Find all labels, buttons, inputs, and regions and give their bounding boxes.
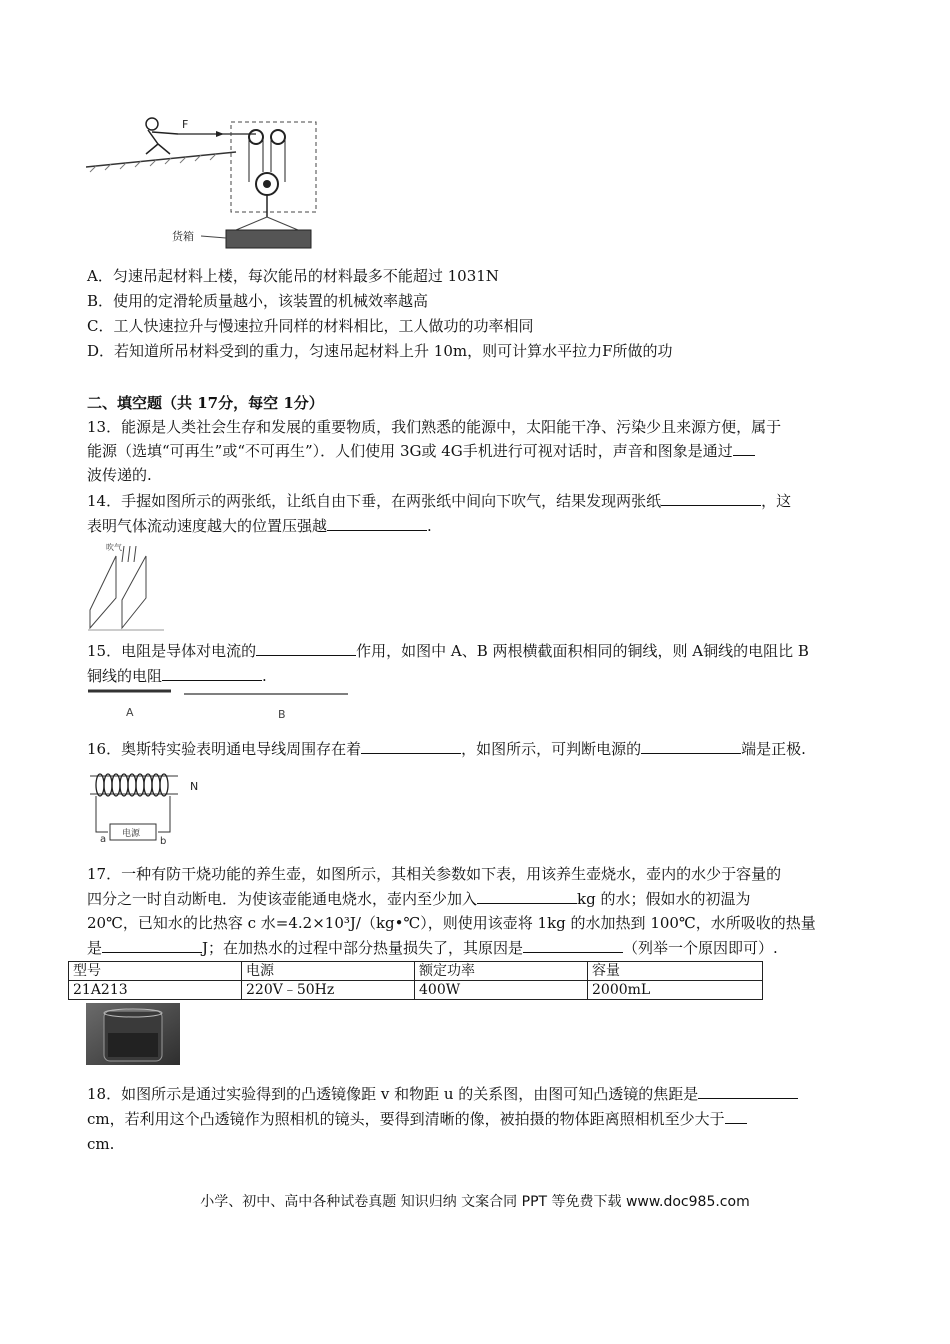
box-label: 货箱 bbox=[172, 230, 194, 243]
wire-a-label: A bbox=[126, 706, 134, 719]
q17-text-3: 是 bbox=[87, 939, 103, 957]
q18-blank-1[interactable] bbox=[698, 1084, 798, 1099]
table-row bbox=[69, 981, 763, 1000]
table-header: 型号 bbox=[69, 962, 242, 981]
q18-line3: cm. bbox=[87, 1135, 115, 1153]
wires-figure bbox=[86, 686, 351, 722]
q12-option-b: B．使用的定滑轮质量越小，该装置的机械效率越高 bbox=[87, 292, 429, 310]
wire-b-label: B bbox=[278, 708, 286, 721]
q13-line1: 13．能源是人类社会生存和发展的重要物质，我们熟悉的能源中，太阳能干净、污染少且来源方便，属于 bbox=[87, 418, 782, 436]
q16-blank-2[interactable] bbox=[641, 739, 741, 754]
force-label: F bbox=[182, 118, 189, 131]
q14-text-2: ，这 bbox=[761, 492, 792, 510]
q17-line1: 17．一种有防干烧功能的养生壶，如图所示，其相关参数如下表，用该养生壶烧水，壶内的水少于容量的 bbox=[87, 865, 782, 883]
q17-text-1: 四分之一时自动断电．为使该壶能通电烧水，壶内至少加入 bbox=[87, 890, 478, 908]
q17-line2 bbox=[87, 889, 750, 909]
q17-blank-2[interactable] bbox=[102, 938, 202, 953]
q14-text-4: . bbox=[427, 517, 432, 535]
q14-text-3: 表明气体流动速度越大的位置压强越 bbox=[87, 517, 328, 535]
table-header: 额定功率 bbox=[415, 962, 588, 981]
q14-line2 bbox=[87, 516, 432, 536]
table-cell: 400W bbox=[415, 981, 588, 1000]
north-label: N bbox=[190, 780, 199, 793]
q12-option-a: A．匀速吊起材料上楼，每次能吊的材料最多不能超过 1031N bbox=[87, 267, 499, 285]
q16-line1 bbox=[87, 739, 806, 759]
terminal-b-label: b bbox=[160, 836, 167, 846]
q15-text-2: 作用，如图中 A、B 两根横截面积相同的铜线，则 A铜线的电阻比 B bbox=[356, 642, 809, 660]
q17-blank-1[interactable] bbox=[477, 889, 577, 904]
q15-line1 bbox=[87, 641, 809, 661]
q17-line3: 20℃，已知水的比热容 c 水=4.2×10³J/（kg•℃），则使用该壶将 1kg 的水加热到 100℃，水所吸收的热量 bbox=[87, 914, 816, 932]
q14-line1 bbox=[87, 491, 791, 511]
q15-blank-1[interactable] bbox=[256, 641, 356, 656]
table-cell: 220V﹣50Hz bbox=[242, 981, 415, 1000]
q14-blank-2[interactable] bbox=[327, 516, 427, 531]
table-cell: 2000mL bbox=[588, 981, 763, 1000]
q17-text-2: kg 的水；假如水的初温为 bbox=[577, 890, 751, 908]
q17-text-5: （列举一个原因即可）. bbox=[623, 939, 778, 957]
q18-text-2: cm，若利用这个凸透镜作为照相机的镜头，要得到清晰的像，被拍摄的物体距离照相机至少大于 bbox=[87, 1110, 725, 1128]
q13-line3: 波传递的. bbox=[87, 466, 152, 484]
blow-label: 吹气 bbox=[106, 543, 122, 552]
kettle-photo bbox=[86, 1003, 180, 1065]
paper-figure bbox=[86, 540, 166, 632]
q15-text-1: 15．电阻是导体对电流的 bbox=[87, 642, 257, 660]
parameter-table bbox=[68, 961, 763, 1000]
q16-blank-1[interactable] bbox=[361, 739, 461, 754]
source-label: 电源 bbox=[122, 829, 141, 839]
q14-blank-1[interactable] bbox=[661, 491, 761, 506]
q18-line1 bbox=[87, 1084, 798, 1104]
q16-text-1: 16．奥斯特实验表明通电导线周围存在着 bbox=[87, 740, 362, 758]
q14-text-1: 14．手握如图所示的两张纸，让纸自由下垂，在两张纸中间向下吹气，结果发现两张纸 bbox=[87, 492, 662, 510]
q12-option-c: C．工人快速拉升与慢速拉升同样的材料相比，工人做功的功率相同 bbox=[87, 317, 534, 335]
table-header: 容量 bbox=[588, 962, 763, 981]
pulley-figure bbox=[86, 112, 406, 252]
table-cell: 21A213 bbox=[69, 981, 242, 1000]
q15-text-4: . bbox=[262, 667, 267, 685]
q17-line4 bbox=[87, 938, 778, 958]
q17-text-4: J；在加热水的过程中部分热量损失了，其原因是 bbox=[202, 939, 524, 957]
q15-blank-2[interactable] bbox=[162, 666, 262, 681]
q13-blank[interactable] bbox=[733, 441, 755, 456]
footer-text: 小学、初中、高中各种试卷真题 知识归纳 文案合同 PPT 等免费下载 www.doc985.com bbox=[200, 1194, 750, 1210]
q16-text-2: ，如图所示，可判断电源的 bbox=[461, 740, 642, 758]
table-header-row bbox=[69, 962, 763, 981]
table-header: 电源 bbox=[242, 962, 415, 981]
section-title: 二、填空题（共 17分，每空 1分） bbox=[87, 394, 324, 412]
q18-line2 bbox=[87, 1109, 747, 1129]
q18-text-1: 18．如图所示是通过实验得到的凸透镜像距 v 和物距 u 的关系图，由图可知凸透镜的焦距是 bbox=[87, 1085, 699, 1103]
q15-line2 bbox=[87, 666, 267, 686]
q17-blank-3[interactable] bbox=[523, 938, 623, 953]
q13-line2 bbox=[87, 441, 755, 461]
q15-text-3: 铜线的电阻 bbox=[87, 667, 163, 685]
q18-blank-2[interactable] bbox=[725, 1109, 747, 1124]
q13-text: 能源（选填“可再生”或“不可再生”）．人们使用 3G或 4G手机进行可视对话时，声音和图象是通过 bbox=[87, 442, 733, 460]
q12-option-d: D．若知道所吊材料受到的重力，匀速吊起材料上升 10m，则可计算水平拉力F所做的功 bbox=[87, 342, 673, 360]
terminal-a-label: a bbox=[100, 834, 107, 845]
q16-text-3: 端是正极. bbox=[741, 740, 806, 758]
solenoid-figure bbox=[86, 764, 206, 846]
